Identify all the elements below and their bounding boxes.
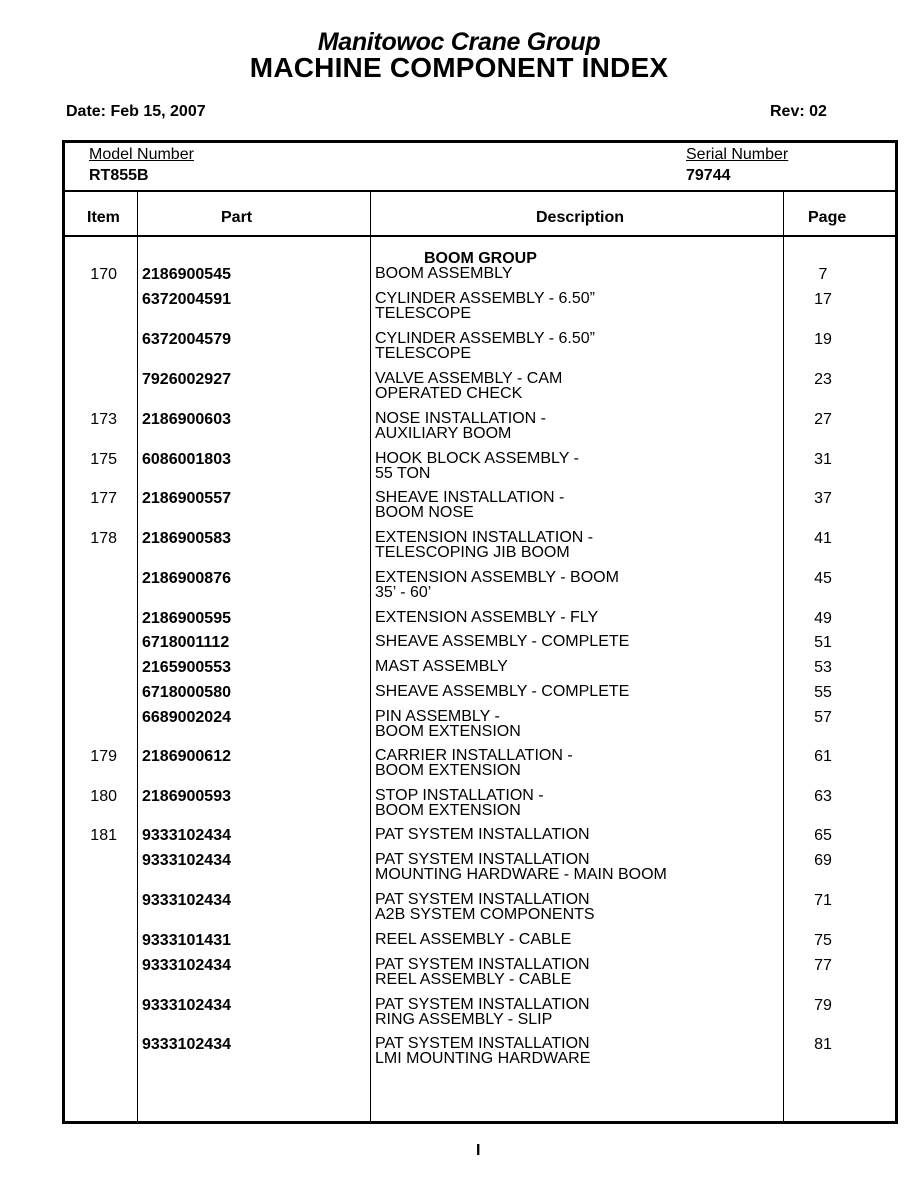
page-reference: 65 xyxy=(814,827,832,844)
page-reference: 37 xyxy=(814,490,832,507)
description-line-1: SHEAVE INSTALLATION - xyxy=(375,489,565,506)
part-number: 9333101431 xyxy=(142,932,231,949)
description xyxy=(375,266,513,281)
description-line-1: CYLINDER ASSEMBLY - 6.50” xyxy=(375,290,595,307)
description-line-2: REEL ASSEMBLY - CABLE xyxy=(375,971,572,988)
page-reference: 77 xyxy=(814,957,832,974)
description-line-1: REEL ASSEMBLY - CABLE xyxy=(375,931,572,948)
part-number: 6372004591 xyxy=(142,291,231,308)
document-title: MACHINE COMPONENT INDEX xyxy=(249,52,669,83)
description-line-2: TELESCOPING JIB BOOM xyxy=(375,544,570,561)
part-number: 2186900612 xyxy=(142,748,231,765)
description-line-1: PAT SYSTEM INSTALLATION xyxy=(375,891,590,908)
serial-number-value: 79744 xyxy=(686,167,731,184)
model-number-label: Model Number xyxy=(89,146,194,163)
description xyxy=(375,291,595,321)
description-line-1: PAT SYSTEM INSTALLATION xyxy=(375,1035,590,1052)
description-line-1: BOOM ASSEMBLY xyxy=(375,265,513,282)
description-line-2: OPERATED CHECK xyxy=(375,385,523,402)
part-number: 6689002024 xyxy=(142,709,231,726)
description-line-1: HOOK BLOCK ASSEMBLY - xyxy=(375,450,579,467)
page-reference: 19 xyxy=(814,331,832,348)
description-line-1: NOSE INSTALLATION - xyxy=(375,410,546,427)
description xyxy=(375,957,590,987)
company-name: Manitowoc Crane Group xyxy=(317,28,601,56)
page-reference: 45 xyxy=(814,570,832,587)
page-reference: 81 xyxy=(814,1036,832,1053)
page-reference: 55 xyxy=(814,684,832,701)
info-divider xyxy=(65,190,895,192)
description-line-2: 35’ - 60’ xyxy=(375,584,432,601)
item-number: 179 xyxy=(90,748,117,765)
description xyxy=(375,530,593,560)
page-reference: 61 xyxy=(814,748,832,765)
column-divider-item xyxy=(137,191,138,1121)
item-number: 178 xyxy=(90,530,117,547)
part-number: 6372004579 xyxy=(142,331,231,348)
description xyxy=(375,827,590,842)
description xyxy=(375,371,562,401)
description xyxy=(375,570,619,600)
item-number: 175 xyxy=(90,451,117,468)
description-line-2: AUXILIARY BOOM xyxy=(375,425,512,442)
part-number: 2186900876 xyxy=(142,570,231,587)
part-number: 2186900603 xyxy=(142,411,231,428)
page-reference: 53 xyxy=(814,659,832,676)
page-reference: 7 xyxy=(818,266,828,283)
description xyxy=(375,748,573,778)
page-reference: 23 xyxy=(814,371,832,388)
description xyxy=(375,892,595,922)
description xyxy=(375,634,629,649)
part-number: 2186900583 xyxy=(142,530,231,547)
description-line-1: SHEAVE ASSEMBLY - COMPLETE xyxy=(375,633,630,650)
item-number: 173 xyxy=(90,411,117,428)
page-reference: 69 xyxy=(814,852,832,869)
description xyxy=(375,1036,590,1066)
description-line-2: 55 TON xyxy=(375,465,431,482)
description-line-1: PAT SYSTEM INSTALLATION xyxy=(375,956,590,973)
description-line-2: RING ASSEMBLY - SLIP xyxy=(375,1011,553,1028)
part-number: 9333102434 xyxy=(142,957,231,974)
description-line-1: EXTENSION ASSEMBLY - FLY xyxy=(375,609,599,626)
part-number: 9333102434 xyxy=(142,852,231,869)
description-line-1: PIN ASSEMBLY - xyxy=(375,708,500,725)
description xyxy=(375,659,508,674)
description-line-1: EXTENSION ASSEMBLY - BOOM xyxy=(375,569,619,586)
description xyxy=(375,610,598,625)
column-header-description: Description xyxy=(536,209,625,226)
page-reference: 31 xyxy=(814,451,832,468)
description-line-1: PAT SYSTEM INSTALLATION xyxy=(375,851,590,868)
column-header-page: Page xyxy=(808,209,847,226)
page-reference: 41 xyxy=(814,530,832,547)
part-number: 7926002927 xyxy=(142,371,231,388)
description-line-1: PAT SYSTEM INSTALLATION xyxy=(375,996,590,1013)
column-header-item: Item xyxy=(87,209,120,226)
part-number: 6086001803 xyxy=(142,451,231,468)
part-number: 2165900553 xyxy=(142,659,231,676)
page-reference: 79 xyxy=(814,997,832,1014)
part-number: 9333102434 xyxy=(142,827,231,844)
page-number: I xyxy=(476,1142,481,1159)
description xyxy=(375,684,629,699)
page-reference: 63 xyxy=(814,788,832,805)
description xyxy=(375,490,564,520)
description-line-1: STOP INSTALLATION - xyxy=(375,787,544,804)
document-revision: Rev: 02 xyxy=(770,103,827,120)
description-line-2: A2B SYSTEM COMPONENTS xyxy=(375,906,595,923)
part-number: 9333102434 xyxy=(142,1036,231,1053)
part-number: 2186900545 xyxy=(142,266,231,283)
column-divider-description xyxy=(783,191,784,1121)
part-number: 6718000580 xyxy=(142,684,231,701)
description-line-2: TELESCOPE xyxy=(375,305,472,322)
part-number: 2186900557 xyxy=(142,490,231,507)
description-line-1: SHEAVE ASSEMBLY - COMPLETE xyxy=(375,683,630,700)
description-line-2: BOOM EXTENSION xyxy=(375,802,521,819)
column-header-part: Part xyxy=(221,209,253,226)
description-line-1: CYLINDER ASSEMBLY - 6.50” xyxy=(375,330,595,347)
item-number: 181 xyxy=(90,827,117,844)
description xyxy=(375,451,579,481)
header-divider xyxy=(65,235,895,237)
description-line-1: EXTENSION INSTALLATION - xyxy=(375,529,594,546)
part-number: 2186900593 xyxy=(142,788,231,805)
part-number: 6718001112 xyxy=(142,634,230,651)
description xyxy=(375,788,544,818)
description-line-2: BOOM EXTENSION xyxy=(375,762,521,779)
page-reference: 51 xyxy=(814,634,832,651)
part-number: 9333102434 xyxy=(142,892,231,909)
part-number: 9333102434 xyxy=(142,997,231,1014)
description xyxy=(375,331,595,361)
description-line-1: VALVE ASSEMBLY - CAM xyxy=(375,370,563,387)
document-date: Date: Feb 15, 2007 xyxy=(66,103,206,120)
description-line-1: CARRIER INSTALLATION - xyxy=(375,747,573,764)
page-reference: 49 xyxy=(814,610,832,627)
description-line-2: TELESCOPE xyxy=(375,345,472,362)
description-line-1: PAT SYSTEM INSTALLATION xyxy=(375,826,590,843)
model-number-value: RT855B xyxy=(89,167,149,184)
group-title: BOOM GROUP xyxy=(424,250,537,267)
serial-number-label: Serial Number xyxy=(686,146,789,163)
description xyxy=(375,852,667,882)
page-reference: 27 xyxy=(814,411,832,428)
description xyxy=(375,709,521,739)
description xyxy=(375,932,571,947)
description-line-2: LMI MOUNTING HARDWARE xyxy=(375,1050,591,1067)
description xyxy=(375,997,590,1027)
description-line-2: BOOM EXTENSION xyxy=(375,723,521,740)
page-reference: 17 xyxy=(814,291,832,308)
description-line-1: MAST ASSEMBLY xyxy=(375,658,508,675)
item-number: 177 xyxy=(90,490,117,507)
description-line-2: MOUNTING HARDWARE - MAIN BOOM xyxy=(375,866,667,883)
column-divider-part xyxy=(370,191,371,1121)
item-number: 170 xyxy=(90,266,117,283)
page-reference: 57 xyxy=(814,709,832,726)
page-reference: 75 xyxy=(814,932,832,949)
part-number: 2186900595 xyxy=(142,610,231,627)
description-line-2: BOOM NOSE xyxy=(375,504,474,521)
component-index-table xyxy=(62,140,898,1124)
page-reference: 71 xyxy=(814,892,832,909)
description xyxy=(375,411,546,441)
item-number: 180 xyxy=(90,788,117,805)
